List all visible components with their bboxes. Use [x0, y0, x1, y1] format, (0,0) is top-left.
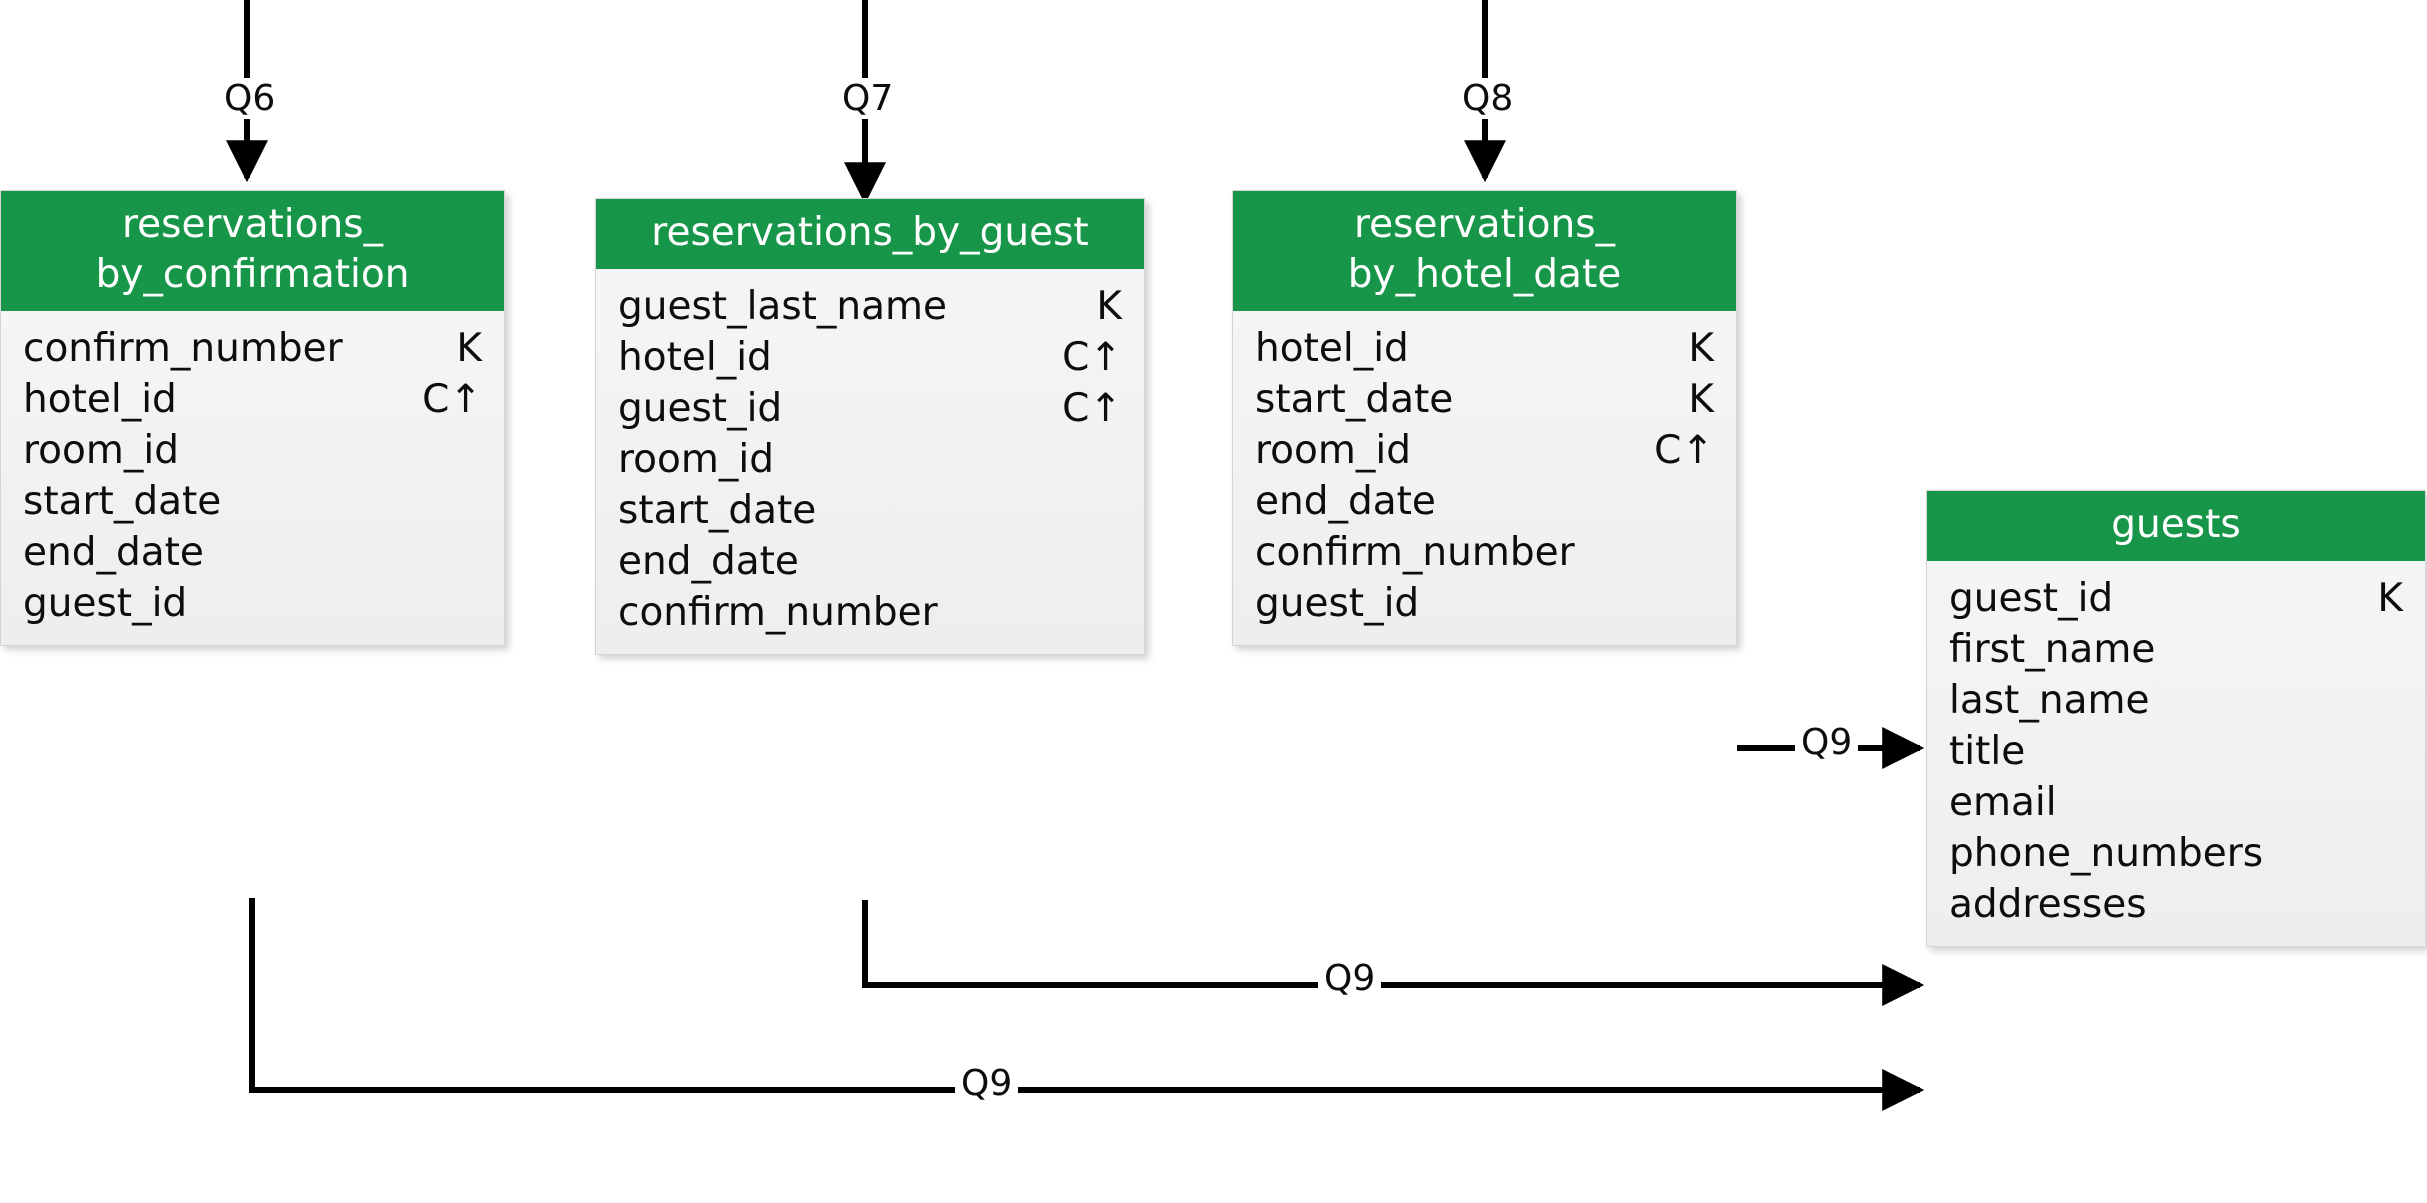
edge-q9-by-guest: [865, 900, 1920, 985]
field-name: guest_id: [1255, 581, 1420, 626]
field-name: room_id: [23, 428, 179, 473]
field-name: confirm_number: [1255, 530, 1575, 575]
field-row: [618, 485, 1122, 536]
field-row: [618, 434, 1122, 485]
table-reservations-by-confirmation[interactable]: [0, 190, 505, 646]
field-key: C↑: [1654, 428, 1714, 473]
field-key: C↑: [1062, 335, 1122, 380]
field-name: hotel_id: [23, 377, 177, 422]
table-header-reservations-by-hotel-date: [1233, 191, 1736, 311]
field-row: [618, 332, 1122, 383]
field-row: [1949, 828, 2403, 879]
field-row: [1255, 578, 1714, 629]
edge-label-q7: Q7: [836, 78, 899, 119]
field-row: [618, 536, 1122, 587]
field-name: email: [1949, 780, 2057, 825]
edge-q9-by-confirmation: [252, 898, 1920, 1090]
table-body-reservations-by-hotel-date: [1233, 311, 1736, 645]
field-row: [1949, 573, 2403, 624]
field-row: [1949, 624, 2403, 675]
table-header-reservations-by-guest: [596, 199, 1144, 269]
field-row: [618, 383, 1122, 434]
table-title-line: by_hotel_date: [1347, 252, 1622, 297]
field-key: K: [2377, 576, 2403, 621]
table-title-line: reservations_: [1353, 202, 1616, 247]
field-row: [1949, 675, 2403, 726]
table-title-line: reservations_by_guest: [651, 210, 1089, 255]
field-key: C↑: [422, 377, 482, 422]
table-title-line: by_confirmation: [95, 252, 410, 297]
field-row: [23, 323, 482, 374]
field-name: start_date: [1255, 377, 1454, 422]
field-name: title: [1949, 729, 2026, 774]
field-row: [1949, 726, 2403, 777]
table-header-guests: [1927, 491, 2425, 561]
field-row: [618, 587, 1122, 638]
field-name: hotel_id: [1255, 326, 1409, 371]
field-row: [23, 578, 482, 629]
field-row: [23, 527, 482, 578]
field-name: phone_numbers: [1949, 831, 2264, 876]
table-guests[interactable]: [1926, 490, 2426, 947]
edge-label-q9-hotel-date: Q9: [1795, 722, 1858, 763]
field-name: last_name: [1949, 678, 2150, 723]
field-row: [23, 476, 482, 527]
field-row: [1255, 527, 1714, 578]
field-row: [1255, 323, 1714, 374]
field-name: room_id: [1255, 428, 1411, 473]
field-key: K: [1688, 377, 1714, 422]
field-name: room_id: [618, 437, 774, 482]
field-name: confirm_number: [618, 590, 938, 635]
field-key: K: [1688, 326, 1714, 371]
field-name: end_date: [618, 539, 799, 584]
field-key: K: [456, 326, 482, 371]
field-name: guest_id: [1949, 576, 2114, 621]
table-title-line: reservations_: [121, 202, 384, 247]
field-row: [618, 281, 1122, 332]
table-title-line: guests: [2111, 502, 2241, 547]
table-reservations-by-guest[interactable]: [595, 198, 1145, 655]
field-row: [1949, 777, 2403, 828]
field-row: [1255, 425, 1714, 476]
field-key: C↑: [1062, 386, 1122, 431]
table-body-reservations-by-guest: [596, 269, 1144, 654]
field-key: K: [1096, 284, 1122, 329]
field-name: addresses: [1949, 882, 2147, 927]
table-body-guests: [1927, 561, 2425, 946]
field-row: [23, 425, 482, 476]
field-name: guest_last_name: [618, 284, 948, 329]
field-name: first_name: [1949, 627, 2156, 672]
edge-label-q9-by-guest: Q9: [1318, 958, 1381, 999]
field-name: guest_id: [23, 581, 188, 626]
field-name: start_date: [23, 479, 222, 524]
field-name: end_date: [23, 530, 204, 575]
field-name: hotel_id: [618, 335, 772, 380]
table-header-reservations-by-confirmation: [1, 191, 504, 311]
table-body-reservations-by-confirmation: [1, 311, 504, 645]
field-row: [1255, 476, 1714, 527]
edge-label-q9-by-confirmation: Q9: [955, 1063, 1018, 1104]
edge-label-q8: Q8: [1456, 78, 1519, 119]
field-name: start_date: [618, 488, 817, 533]
field-row: [1949, 879, 2403, 930]
table-reservations-by-hotel-date[interactable]: [1232, 190, 1737, 646]
field-name: confirm_number: [23, 326, 343, 371]
field-name: guest_id: [618, 386, 783, 431]
field-row: [23, 374, 482, 425]
edge-label-q6: Q6: [218, 78, 281, 119]
field-row: [1255, 374, 1714, 425]
field-name: end_date: [1255, 479, 1436, 524]
